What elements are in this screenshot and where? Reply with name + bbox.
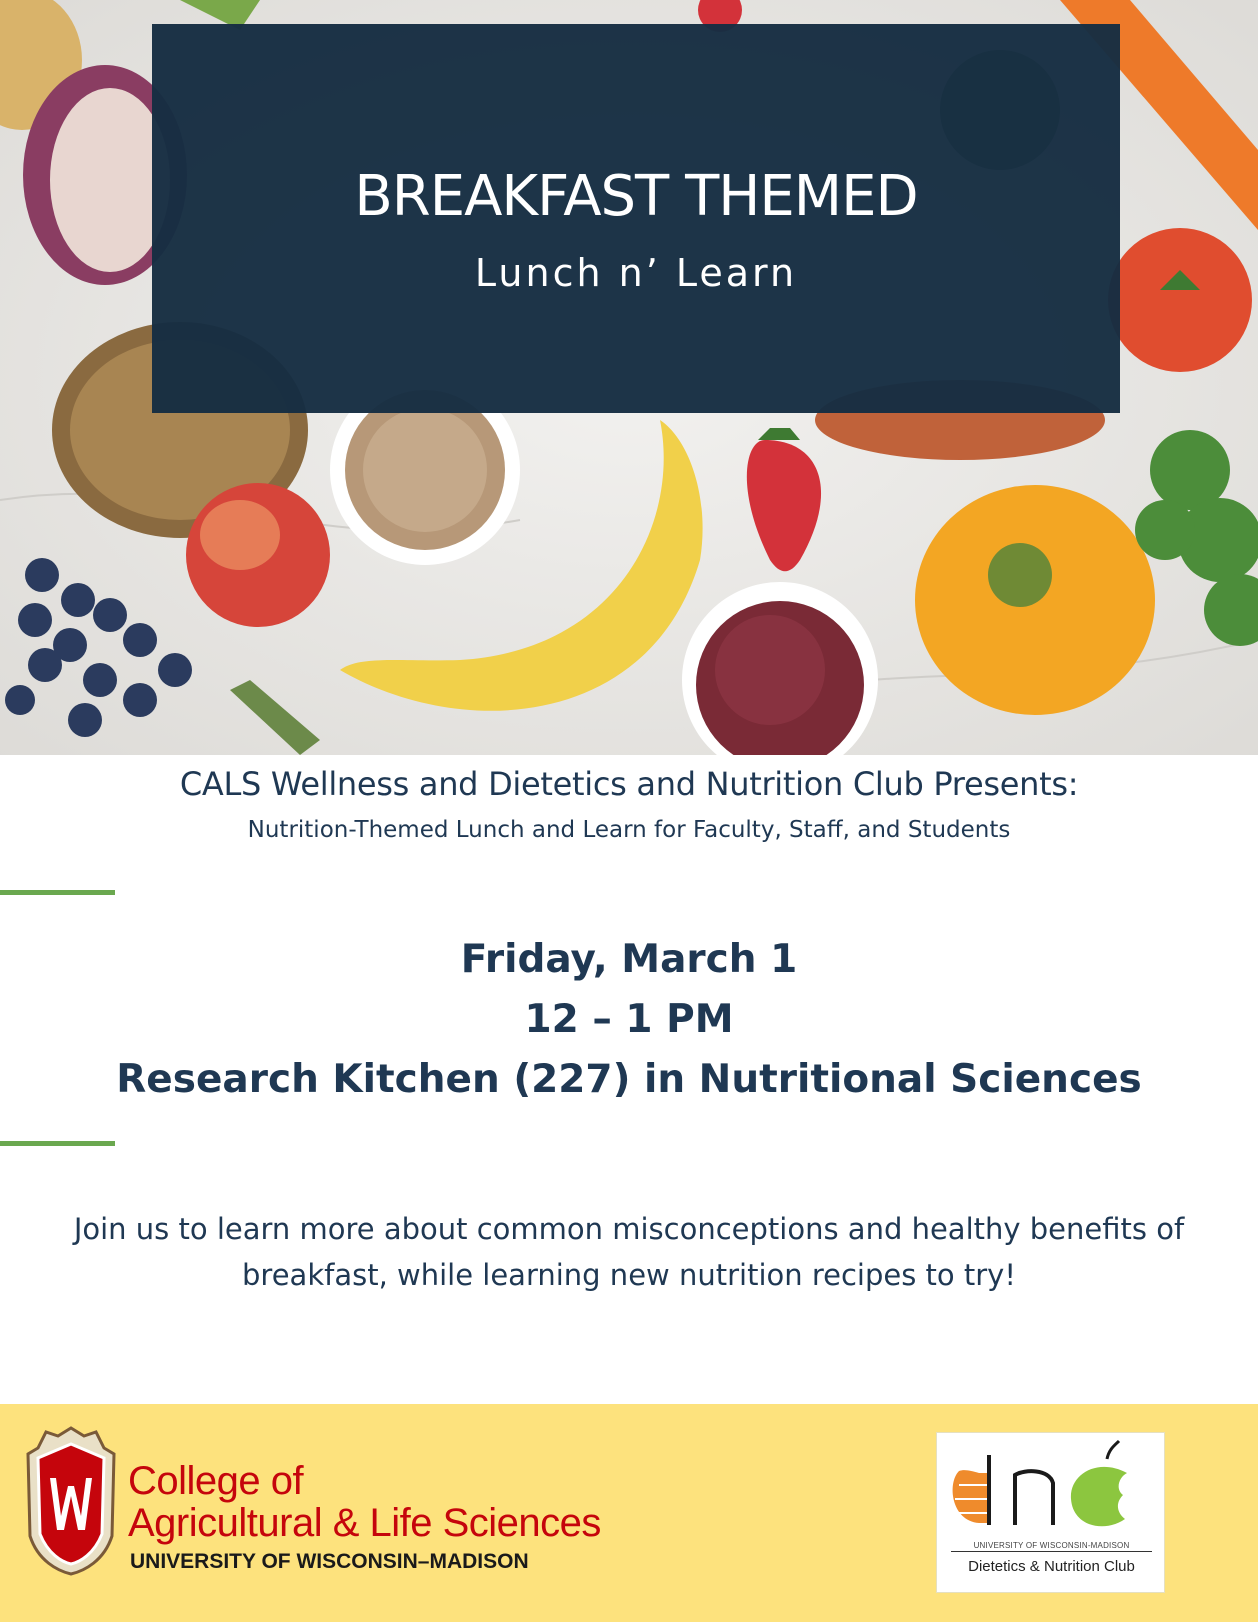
blurb-line-1: Join us to learn more about common misconceptions and healthy benefits of xyxy=(73,1212,1185,1246)
cals-line-2: Agricultural & Life Sciences xyxy=(128,1501,601,1545)
event-details xyxy=(0,930,1258,1110)
title-box xyxy=(152,24,1120,413)
event-location: Research Kitchen (227) in Nutritional Sciences xyxy=(116,1057,1142,1102)
dnc-university: UNIVERSITY OF WISCONSIN-MADISON xyxy=(973,1541,1130,1550)
cals-line-1: College of xyxy=(128,1459,304,1503)
divider-top xyxy=(0,890,115,895)
dnc-letters-icon xyxy=(937,1433,1166,1553)
hero-photo xyxy=(0,0,1258,755)
cals-university: UNIVERSITY OF WISCONSIN–MADISON xyxy=(130,1550,529,1573)
event-description: Nutrition-Themed Lunch and Learn for Faculty, Staff, and Students xyxy=(247,817,1011,843)
event-subtitle: Lunch n’ Learn xyxy=(474,251,798,295)
blurb-line-2: breakfast, while learning new nutrition recipes to try! xyxy=(242,1258,1016,1292)
presenters-heading: CALS Wellness and Dietetics and Nutrition Club Presents: xyxy=(179,765,1079,803)
uw-crest-icon xyxy=(24,1426,118,1576)
event-date: Friday, March 1 xyxy=(460,937,798,982)
dnc-logo xyxy=(936,1432,1165,1593)
footer-band xyxy=(0,1404,1258,1622)
event-time: 12 – 1 PM xyxy=(524,997,734,1042)
dnc-club-name: Dietetics & Nutrition Club xyxy=(968,1558,1135,1575)
event-title: BREAKFAST THEMED xyxy=(354,164,918,229)
event-blurb xyxy=(40,1206,1218,1298)
dnc-rule xyxy=(951,1551,1152,1552)
tomato xyxy=(1108,228,1252,372)
cals-logo-text xyxy=(128,1460,601,1544)
divider-bottom xyxy=(0,1141,115,1146)
